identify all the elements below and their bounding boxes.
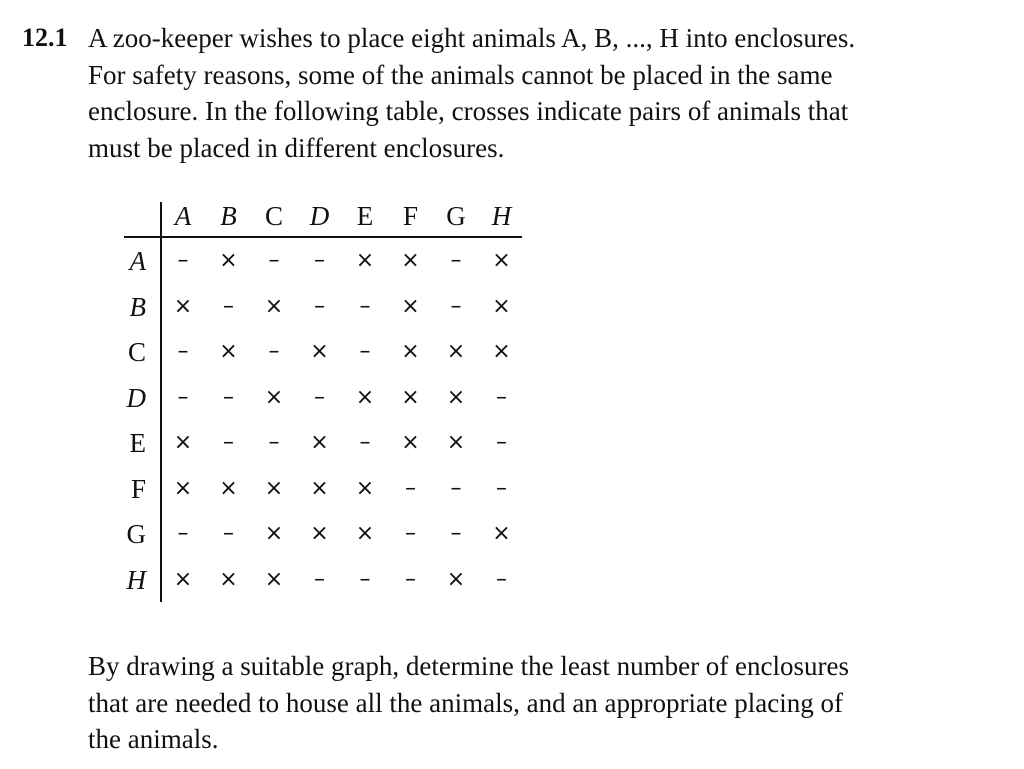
column-header-d: D <box>309 201 330 231</box>
cross-cell: × <box>310 430 329 455</box>
dash-cell: – <box>223 430 234 455</box>
dash-cell: – <box>314 293 325 319</box>
dash-cell: – <box>223 384 234 410</box>
cross-cell: × <box>446 339 466 364</box>
dash-cell: – <box>359 430 371 455</box>
cross-cell: × <box>264 475 284 501</box>
intro-line-3: enclosure. In the following table, crosses indicate pairs of animals that <box>88 96 849 126</box>
cross-cell: × <box>401 384 420 410</box>
column-header-c: C <box>264 201 283 231</box>
column-header-b: B <box>220 201 237 231</box>
intro-line-1: A zoo-keeper wishes to place eight animals A, B, ..., H into enclosures. <box>88 23 856 53</box>
cross-cell: × <box>173 475 193 501</box>
dash-cell: – <box>359 293 371 319</box>
problem-number: 12.1 <box>22 23 68 52</box>
column-header-f: F <box>402 201 419 231</box>
dash-cell: – <box>450 521 462 546</box>
dash-cell: – <box>405 521 416 546</box>
cross-cell: × <box>355 521 375 546</box>
cross-cell: × <box>173 430 193 455</box>
cross-cell: × <box>355 475 375 501</box>
intro-line-4: must be placed in different enclosures. <box>88 132 505 163</box>
row-header-g: G <box>126 519 146 549</box>
cross-cell: × <box>264 566 284 592</box>
question-line-3: the animals. <box>88 724 219 754</box>
cross-cell: × <box>173 566 193 592</box>
cross-cell: × <box>401 248 420 273</box>
question-line-1: By drawing a suitable graph, determine the least number of enclosures <box>88 651 850 681</box>
cross-cell: × <box>264 384 284 410</box>
dash-cell: – <box>223 293 234 319</box>
column-header-a: A <box>174 201 192 231</box>
dash-cell: – <box>314 384 325 410</box>
cross-cell: × <box>310 521 329 546</box>
dash-cell: – <box>177 248 189 273</box>
cross-cell: × <box>492 248 511 273</box>
dash-cell: – <box>359 339 371 364</box>
cross-cell: × <box>492 339 511 364</box>
column-header-g: G <box>446 201 466 231</box>
cross-cell: × <box>173 293 193 319</box>
dash-cell: – <box>496 430 507 455</box>
intro-line-2: For safety reasons, some of the animals cannot be placed in the same <box>88 59 833 90</box>
cross-cell: × <box>219 566 238 592</box>
cross-cell: × <box>446 430 466 455</box>
dash-cell: – <box>268 248 280 273</box>
row-header-h: H <box>126 564 146 595</box>
dash-cell: – <box>496 384 507 410</box>
cross-cell: × <box>219 475 238 501</box>
column-header-h: H <box>491 201 512 231</box>
row-header-f: F <box>130 473 146 504</box>
row-header-b: B <box>129 291 146 322</box>
table-horizontal-rule <box>124 236 522 238</box>
cross-cell: × <box>310 339 329 364</box>
cross-cell: × <box>446 384 466 410</box>
dash-cell: – <box>268 430 280 455</box>
dash-cell: – <box>450 293 462 319</box>
row-header-a: A <box>129 246 146 276</box>
dash-cell: – <box>405 566 416 592</box>
cross-cell: × <box>401 293 420 319</box>
cross-cell: × <box>492 293 511 319</box>
incompatibility-table <box>108 196 528 606</box>
dash-cell: – <box>496 475 507 501</box>
cross-cell: × <box>492 521 511 546</box>
dash-cell: – <box>450 475 462 501</box>
table-vertical-rule <box>160 202 162 602</box>
row-header-e: E <box>129 428 146 458</box>
question-line-2: that are needed to house all the animals, and an appropriate placing of <box>88 687 843 718</box>
cross-cell: × <box>401 430 420 455</box>
dash-cell: – <box>268 339 280 364</box>
dash-cell: – <box>177 384 189 410</box>
dash-cell: – <box>314 566 325 592</box>
cross-cell: × <box>264 521 284 546</box>
cross-cell: × <box>355 384 375 410</box>
cross-cell: × <box>310 475 329 501</box>
cross-cell: × <box>355 248 375 273</box>
cross-cell: × <box>219 248 238 273</box>
dash-cell: – <box>177 521 189 546</box>
row-header-c: C <box>127 337 146 367</box>
cross-cell: × <box>446 566 466 592</box>
dash-cell: – <box>359 566 371 592</box>
dash-cell: – <box>223 521 234 546</box>
row-header-d: D <box>126 382 146 413</box>
cross-cell: × <box>264 293 284 319</box>
problem-intro <box>88 20 993 166</box>
dash-cell: – <box>496 566 507 592</box>
dash-cell: – <box>450 248 462 273</box>
dash-cell: – <box>314 248 325 273</box>
column-header-e: E <box>356 201 374 231</box>
dash-cell: – <box>405 475 416 501</box>
cross-cell: × <box>219 339 238 364</box>
cross-cell: × <box>401 339 420 364</box>
dash-cell: – <box>177 339 189 364</box>
problem-question <box>88 648 993 758</box>
